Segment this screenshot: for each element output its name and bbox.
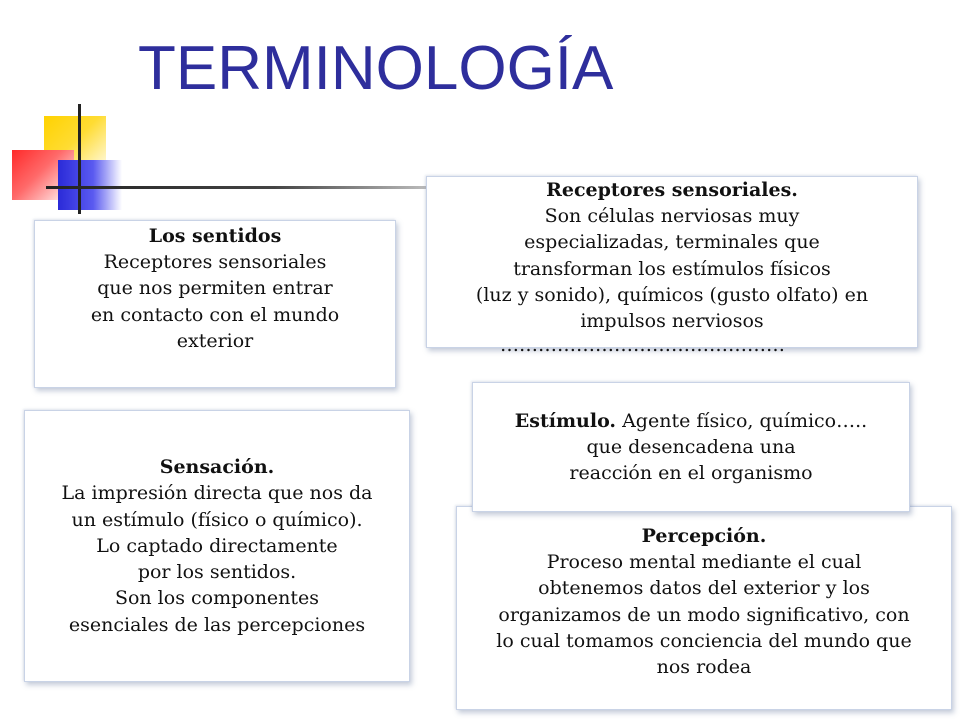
box-line: organizamos de un modo significativo, con [498, 603, 910, 626]
estimulo-first-line [481, 408, 901, 434]
box-line: Proceso mental mediante el cual [546, 551, 862, 574]
box-line: La impresión directa que nos da [61, 482, 373, 505]
box-line: Son células nerviosas muy [544, 205, 800, 228]
box-line: lo cual tomamos conciencia del mundo que [496, 629, 912, 652]
box-line: esenciales de las percepciones [68, 613, 366, 636]
decor-vertical-line [78, 104, 81, 214]
box-line: obtenemos datos del exterior y los [538, 577, 870, 600]
box-heading: Estímulo. [514, 409, 617, 432]
box-receptores-sensoriales [426, 176, 918, 348]
receptores-trailing-dots: ……………………………………… [500, 334, 785, 356]
decor-horizontal-line [46, 186, 426, 189]
box-sensacion [24, 410, 410, 682]
box-line: impulsos nerviosos [580, 310, 764, 333]
box-heading: Los sentidos [148, 225, 282, 247]
box-line: exterior [176, 329, 254, 352]
box-heading: Receptores sensoriales. [546, 179, 798, 201]
box-heading: Percepción. [641, 525, 767, 547]
box-heading: Sensación. [159, 456, 275, 479]
box-estimulo [472, 382, 910, 512]
box-line: Lo captado directamente [96, 534, 338, 557]
box-line: que desencadena una [586, 435, 796, 458]
box-percepcion [456, 506, 952, 710]
box-line: reacción en el organismo [569, 462, 813, 485]
box-line: en contacto con el mundo [90, 303, 340, 326]
box-heading-rest: Agente físico, químico….. [616, 409, 868, 432]
box-line: nos rodea [656, 656, 752, 679]
box-line: Receptores sensoriales [103, 251, 327, 274]
box-line: (luz y sonido), químicos (gusto olfato) en [475, 283, 869, 306]
box-line: Son los componentes [114, 587, 320, 610]
box-line: un estímulo (físico o químico). [71, 508, 363, 531]
box-line: por los sentidos. [137, 561, 297, 584]
box-line: que nos permiten entrar [97, 277, 333, 300]
box-line: especializadas, terminales que [524, 231, 820, 254]
box-line: transforman los estímulos físicos [513, 257, 831, 280]
slide-title: TERMINOLOGÍA [138, 34, 614, 103]
box-los-sentidos [34, 220, 396, 388]
decor-blue-square [58, 160, 122, 210]
